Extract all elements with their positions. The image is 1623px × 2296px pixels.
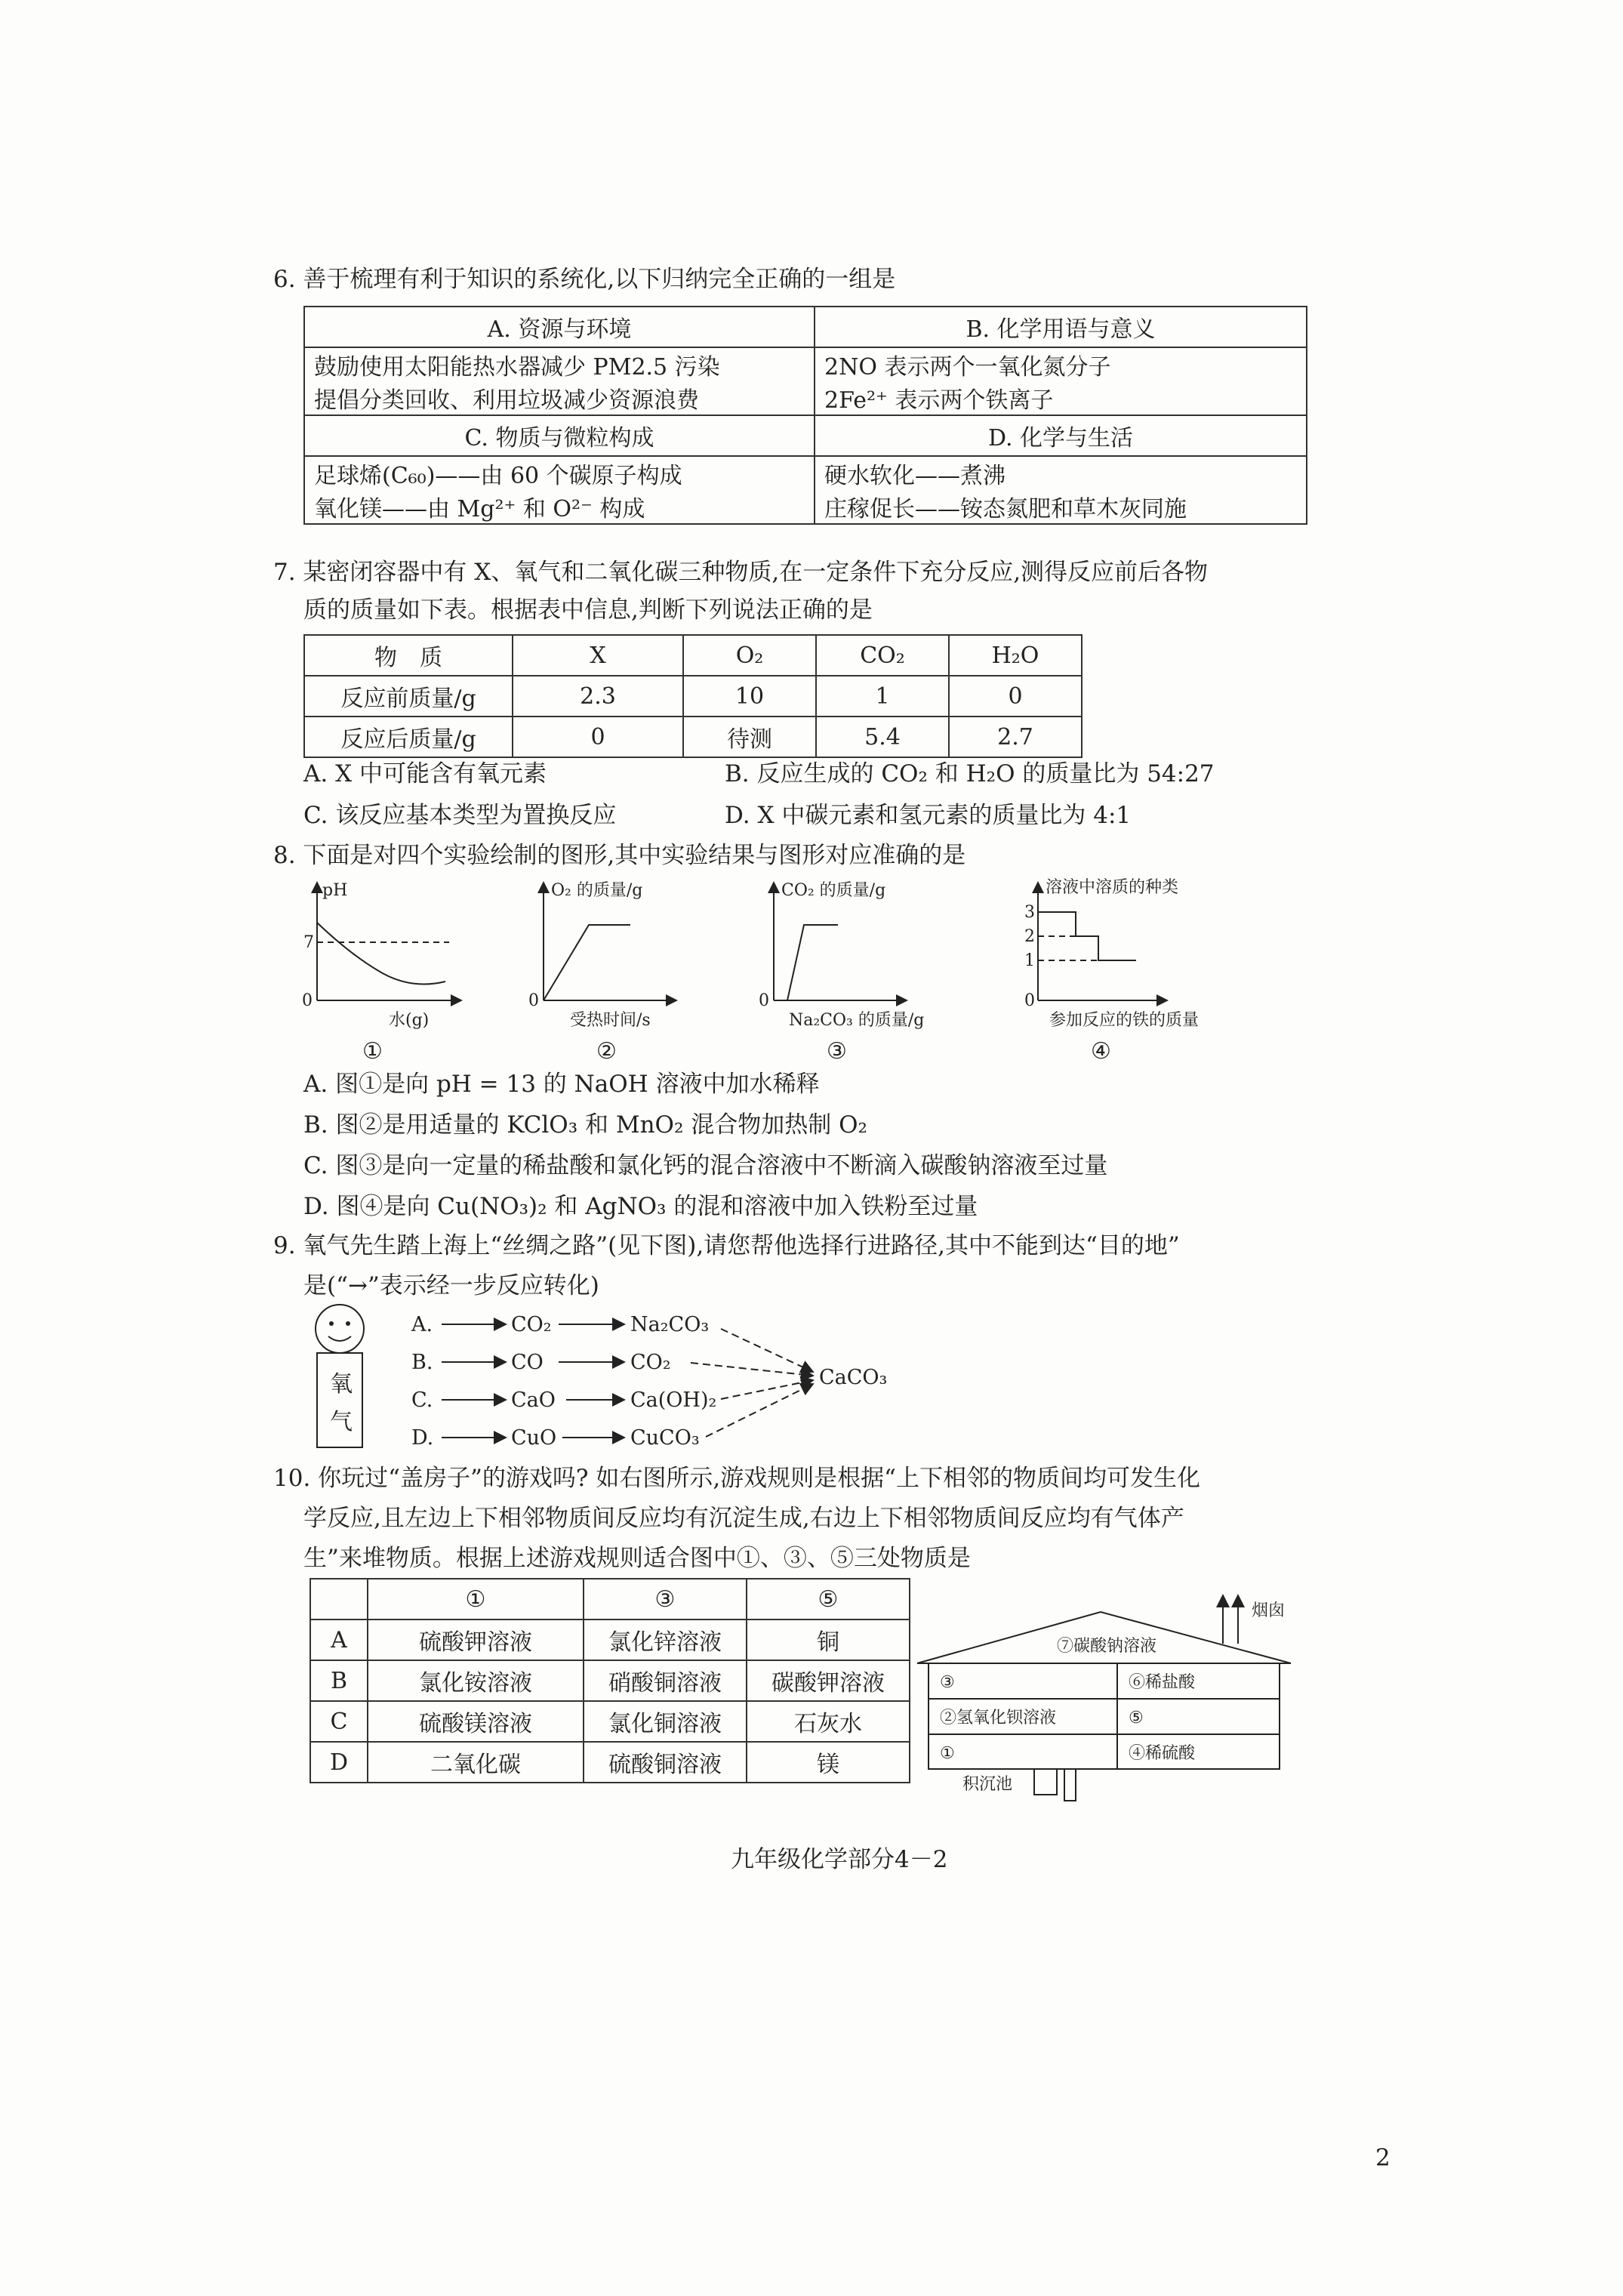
- q10-cell: 硝酸铜溶液: [584, 1660, 747, 1701]
- q10-cell: 石灰水: [747, 1701, 910, 1742]
- route-c-s1: CaO: [511, 1388, 556, 1412]
- q10-header: ①: [368, 1579, 584, 1620]
- eye-left: [329, 1321, 334, 1326]
- g2-curve: [544, 925, 630, 1000]
- sediment-pool: [1034, 1769, 1076, 1801]
- q7-stem-line: 7. 某密闭容器中有 X、氧气和二氧化碳三种物质,在一定条件下充分反应,测得反应前后各物: [273, 559, 1209, 586]
- house-cell-l3: ③: [940, 1673, 955, 1692]
- q6-cell: B. 化学用语与意义: [815, 307, 1307, 347]
- route-d-s1: CuO: [511, 1426, 557, 1450]
- q9-stem-line: 9. 氧气先生踏上海上“丝绸之路”(见下图),请您帮他选择行进路径,其中不能到达“目的地”: [273, 1232, 1180, 1259]
- route-a-s2: Na₂CO₃: [630, 1313, 710, 1336]
- q10-header: [310, 1579, 368, 1620]
- route-a-s1: CO₂: [511, 1313, 552, 1336]
- q7-header: X: [513, 635, 683, 676]
- target-caco3: CaCO₃: [819, 1366, 888, 1389]
- q7-cell: 5.4: [816, 717, 949, 757]
- q6-cell: [304, 456, 815, 524]
- q10-table: [310, 1578, 910, 1783]
- route-d-label: D.: [411, 1426, 434, 1450]
- q6-stem: 6. 善于梳理有利于知识的系统化,以下归纳完全正确的一组是: [273, 266, 896, 293]
- g3-ylabel: CO₂ 的质量/g: [781, 881, 886, 900]
- q7-cell: 1: [816, 676, 949, 717]
- chimney-label: 烟囱: [1252, 1601, 1286, 1620]
- face-icon: [316, 1305, 364, 1353]
- q10-cell: 铜: [747, 1620, 910, 1660]
- q6-cell: [815, 347, 1307, 415]
- g2-origin: 0: [528, 991, 539, 1010]
- q6-cell: [815, 456, 1307, 524]
- g4-ylabel: 溶液中溶质的种类: [1046, 878, 1179, 897]
- g4-guides: [1038, 936, 1098, 960]
- g4-tick-3: 3: [1024, 903, 1035, 922]
- q9-diagram: [298, 1302, 978, 1457]
- q7-header: O₂: [683, 635, 816, 676]
- q7-option-b: B. 反应生成的 CO₂ 和 H₂O 的质量比为 54:27: [725, 760, 1215, 787]
- g2-xlabel: 受热时间/s: [570, 1011, 651, 1030]
- q10-cell: 硫酸铜溶液: [584, 1742, 747, 1783]
- q7-cell: 待测: [683, 717, 816, 757]
- q6-line: 庄稼促长——铵态氮肥和草木灰同施: [824, 496, 1187, 522]
- q10-cell: B: [310, 1660, 368, 1701]
- route-b-label: B.: [411, 1351, 433, 1374]
- q10-stem-line: 生”来堆物质。根据上述游戏规则适合图中①、③、⑤三处物质是: [303, 1545, 971, 1572]
- g1-number: ①: [362, 1038, 383, 1065]
- q7-option-d: D. X 中碳元素和氢元素的质量比为 4:1: [725, 802, 1132, 829]
- g3-origin: 0: [759, 991, 769, 1010]
- q7-cell: 10: [683, 676, 816, 717]
- g4-tick-2: 2: [1024, 927, 1035, 946]
- q7-cell: 0: [513, 717, 683, 757]
- q9-stem-line: 是(“→”表示经一步反应转化): [303, 1272, 599, 1299]
- person-char-1: 氧: [330, 1371, 353, 1398]
- footer-label: 九年级化学部分4－2: [731, 1846, 948, 1873]
- q8-option-c: C. 图③是向一定量的稀盐酸和氯化钙的混合溶液中不断滴入碳酸钠溶液至过量: [303, 1152, 1108, 1179]
- q8-graphs: [298, 876, 1280, 1065]
- roof-label: ⑦碳酸钠溶液: [1057, 1637, 1157, 1656]
- q10-header: ⑤: [747, 1579, 910, 1620]
- route-c-to-target: [721, 1380, 813, 1399]
- q7-cell: 反应后质量/g: [304, 717, 513, 757]
- q7-header: CO₂: [816, 635, 949, 676]
- q6-line: 2NO 表示两个一氧化氮分子: [824, 354, 1111, 381]
- g1-curve: [317, 923, 445, 985]
- q10-cell: 氯化铵溶液: [368, 1660, 584, 1701]
- q10-cell: 碳酸钾溶液: [747, 1660, 910, 1701]
- g1-ylabel: pH: [322, 881, 348, 900]
- page-number: 2: [1375, 2144, 1390, 2171]
- g4-tick-1: 1: [1024, 951, 1035, 970]
- route-b-to-target: [691, 1363, 813, 1376]
- q7-cell: 反应前质量/g: [304, 676, 513, 717]
- smile: [328, 1336, 351, 1341]
- q6-line: 提倡分类回收、利用垃圾减少资源浪费: [314, 387, 699, 414]
- g3-xlabel: Na₂CO₃ 的质量/g: [789, 1011, 925, 1030]
- person-char-2: 气: [330, 1409, 353, 1435]
- q10-cell: 镁: [747, 1742, 910, 1783]
- q10-cell: 硫酸镁溶液: [368, 1701, 584, 1742]
- q10-cell: 硫酸钾溶液: [368, 1620, 584, 1660]
- q6-line: 2Fe²⁺ 表示两个铁离子: [824, 387, 1054, 414]
- g1-origin: 0: [302, 991, 313, 1010]
- q6-line: 鼓励使用太阳能热水器减少 PM2.5 污染: [314, 354, 720, 381]
- house-cell-r2: ⑤: [1129, 1709, 1144, 1727]
- q6-table: [303, 306, 1307, 525]
- route-c-s2: Ca(OH)₂: [630, 1388, 717, 1412]
- house-cell-r3: ⑥稀盐酸: [1129, 1673, 1196, 1692]
- q6-line: 足球烯(C₆₀)——由 60 个碳原子构成: [314, 463, 682, 489]
- q7-stem-line: 质的质量如下表。根据表中信息,判断下列说法正确的是: [303, 596, 873, 624]
- house-cell-l1: ①: [940, 1744, 955, 1763]
- q8-option-a: A. 图①是向 pH = 13 的 NaOH 溶液中加水稀释: [303, 1071, 820, 1098]
- q10-cell: 二氧化碳: [368, 1742, 584, 1783]
- q7-table: [303, 634, 1083, 758]
- q8-option-d: D. 图④是向 Cu(NO₃)₂ 和 AgNO₃ 的混和溶液中加入铁粉至过量: [303, 1193, 978, 1220]
- q8-stem: 8. 下面是对四个实验绘制的图形,其中实验结果与图形对应准确的是: [273, 842, 966, 869]
- eye-right: [346, 1321, 350, 1326]
- q6-line: 硬水软化——煮沸: [824, 463, 1006, 489]
- q10-stem-line: 学反应,且左边上下相邻物质间反应均有沉淀生成,右边上下相邻物质间反应均有气体产: [303, 1505, 1184, 1532]
- g4-xlabel: 参加反应的铁的质量: [1049, 1011, 1200, 1030]
- q6-cell: A. 资源与环境: [304, 307, 815, 347]
- route-d-s2: CuCO₃: [630, 1426, 700, 1450]
- q7-header: H₂O: [949, 635, 1082, 676]
- g4-origin: 0: [1024, 991, 1035, 1010]
- q7-cell: 2.3: [513, 676, 683, 717]
- q7-header: 物 质: [304, 635, 513, 676]
- house-cell-l2: ②氢氧化钡溶液: [940, 1709, 1057, 1727]
- pool-label: 积沉池: [962, 1775, 1013, 1794]
- q10-cell: D: [310, 1742, 368, 1783]
- q10-house-diagram: [913, 1589, 1313, 1820]
- q6-cell: D. 化学与生活: [815, 415, 1307, 456]
- route-b-s1: CO: [511, 1351, 544, 1374]
- q6-line: 氧化镁——由 Mg²⁺ 和 O²⁻ 构成: [314, 496, 645, 522]
- g3-number: ③: [827, 1038, 847, 1065]
- q7-option-a: A. X 中可能含有氧元素: [303, 760, 547, 787]
- q6-cell: [304, 347, 815, 415]
- q10-cell: 氯化锌溶液: [584, 1620, 747, 1660]
- g1-xlabel: 水(g): [389, 1011, 430, 1030]
- route-a-label: A.: [411, 1313, 433, 1336]
- g2-ylabel: O₂ 的质量/g: [551, 881, 643, 900]
- q7-cell: 2.7: [949, 717, 1082, 757]
- q8-option-b: B. 图②是用适量的 KClO₃ 和 MnO₂ 混合物加热制 O₂: [303, 1111, 867, 1139]
- house-cell-r1: ④稀硫酸: [1129, 1744, 1196, 1763]
- q10-header: ③: [584, 1579, 747, 1620]
- route-a-to-target: [721, 1329, 813, 1372]
- route-c-label: C.: [411, 1388, 433, 1412]
- g4-number: ④: [1091, 1038, 1111, 1065]
- q10-cell: A: [310, 1620, 368, 1660]
- g1-tick-7: 7: [303, 933, 314, 952]
- q10-stem-line: 10. 你玩过“盖房子”的游戏吗? 如右图所示,游戏规则是根据“上下相邻的物质间均可发生化: [273, 1465, 1201, 1492]
- q10-cell: 氯化铜溶液: [584, 1701, 747, 1742]
- q7-option-c: C. 该反应基本类型为置换反应: [303, 802, 617, 829]
- q6-cell: C. 物质与微粒构成: [304, 415, 815, 456]
- route-b-s2: CO₂: [630, 1351, 671, 1374]
- q7-cell: 0: [949, 676, 1082, 717]
- q10-cell: C: [310, 1701, 368, 1742]
- g3-curve: [787, 925, 838, 1000]
- g2-number: ②: [596, 1038, 617, 1065]
